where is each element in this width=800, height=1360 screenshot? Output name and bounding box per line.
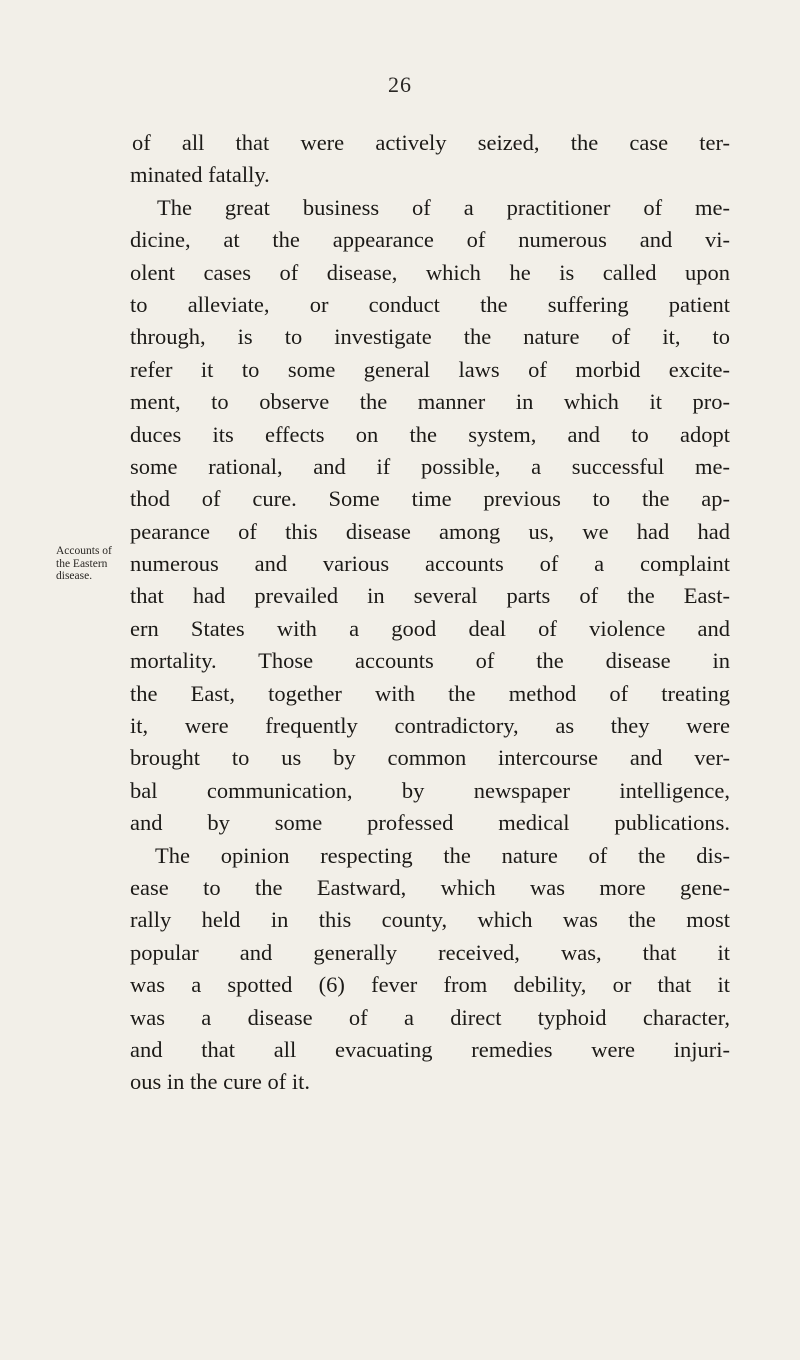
text-line: rally held in this county, which was the most xyxy=(130,907,730,933)
marginal-note-line: disease. xyxy=(56,570,93,582)
text-line: was a spotted (6) fever from debility, or that it xyxy=(130,972,730,998)
marginal-note-line: the Eastern xyxy=(56,557,108,570)
text-line: ous in the cure of it. xyxy=(130,1069,310,1095)
text-line: bal communication, by newspaper intelligence, xyxy=(130,777,730,803)
text-line: minated fatally. xyxy=(130,162,270,188)
text-line: refer it to some general laws of morbid excite- xyxy=(130,356,730,382)
text-line: ease to the Eastward, which was more gene- xyxy=(130,874,730,900)
text-line: of all that were actively seized, the case ter- xyxy=(132,130,730,155)
text-line: popular and generally received, was, that it xyxy=(130,939,730,965)
text-line: was a disease of a direct typhoid character, xyxy=(130,1004,730,1030)
text-line: that had prevailed in several parts of the East- xyxy=(130,583,730,609)
marginal-note xyxy=(56,545,126,583)
text-line: duces its effects on the system, and to adopt xyxy=(130,421,730,447)
text-line: through, is to investigate the nature of it, to xyxy=(130,324,730,350)
text-line: to alleviate, or conduct the suffering patient xyxy=(130,291,730,317)
text-line: some rational, and if possible, a successful me- xyxy=(130,453,730,479)
text-line: ment, to observe the manner in which it pro- xyxy=(130,389,730,415)
marginal-note-line: Accounts of xyxy=(56,545,112,557)
text-line: dicine, at the appearance of numerous and vi- xyxy=(130,227,730,253)
text-line: thod of cure. Some time previous to the ap- xyxy=(130,486,730,512)
text-line: mortality. Those accounts of the disease in xyxy=(130,648,730,674)
page-number: 26 xyxy=(388,72,412,97)
text-line: numerous and various accounts of a complaint xyxy=(130,551,730,577)
text-line: olent cases of disease, which he is called upon xyxy=(130,259,730,285)
text-line: ern States with a good deal of violence and xyxy=(130,615,730,641)
text-line: pearance of this disease among us, we had had xyxy=(130,518,730,544)
text-line: and by some professed medical publications. xyxy=(130,810,730,836)
text-line: and that all evacuating remedies were injuri- xyxy=(130,1036,730,1062)
text-line: The opinion respecting the nature of the dis- xyxy=(155,842,730,868)
text-line: brought to us by common intercourse and ver- xyxy=(130,745,730,771)
text-line: The great business of a practitioner of me- xyxy=(157,194,730,220)
body-text xyxy=(130,127,730,1099)
text-line: it, were frequently contradictory, as they were xyxy=(130,713,730,739)
text-line: the East, together with the method of treating xyxy=(130,680,730,706)
